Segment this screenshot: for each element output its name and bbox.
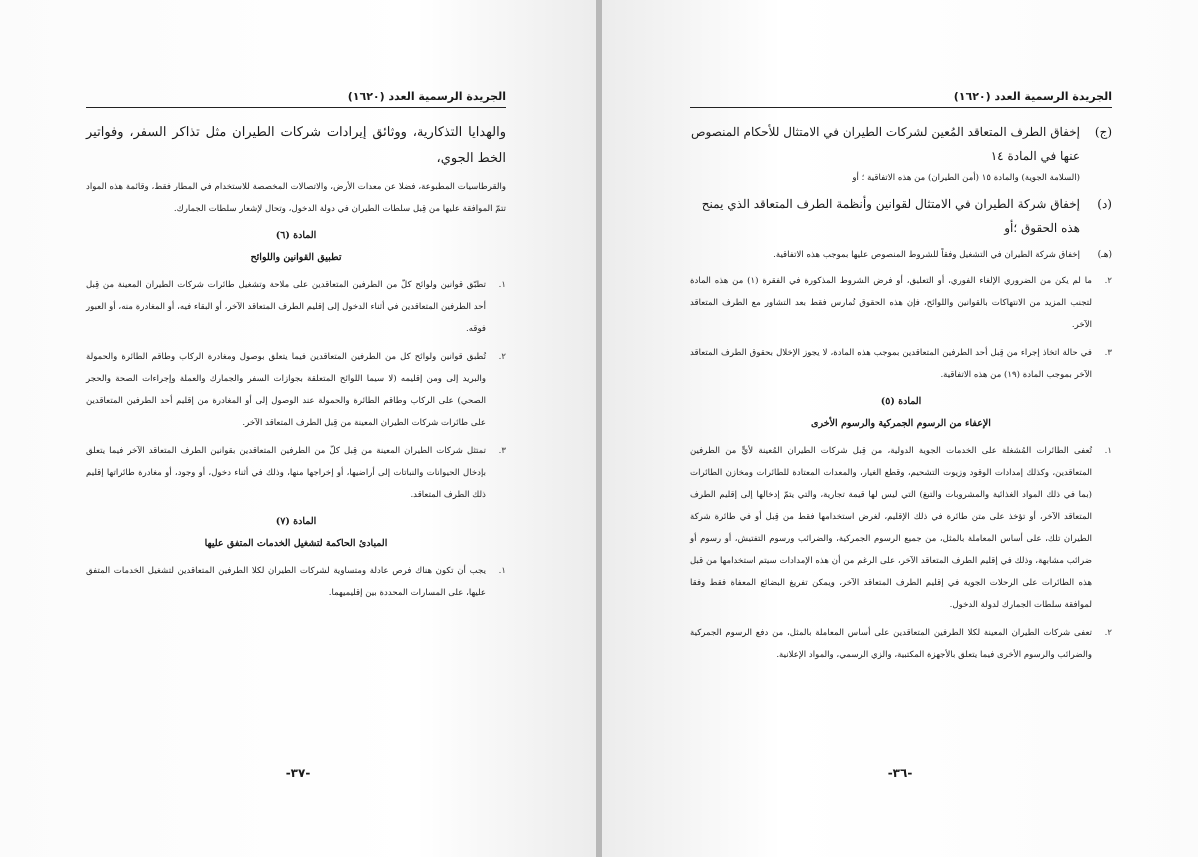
item-text: تعفى شركات الطيران المعينة لكلا الطرفين المتعاقدين على أساس المعاملة بالمثل، من دفع الرسوم الجمركية والضرائب والرسوم الأخرى فيما يتعلق بالأجهزة المكتبية، والزي الرسمي، والمواد الإعلانية.: [690, 628, 1092, 660]
item-number: ١.: [1104, 446, 1112, 456]
item-number: ٣.: [498, 446, 506, 456]
list-item: [690, 440, 1112, 616]
page-number: -٣٦-: [887, 766, 913, 780]
list-item: [690, 622, 1112, 666]
item-text-continued: (السلامة الجوية) والمادة ١٥ (أمن الطيران) من هذه الاتفاقية ؛ أو: [852, 173, 1080, 183]
item-text: تُعفى الطائرات المُشغلة على الخدمات الجوية الدولية، من قِبل شركات الطيران المُعينة لأيٍّ من الطرفين المتعاقدين، وكذلك إمدادات الوقود وزيوت التشحيم، وقطع الغيار، والمعدات المعتادة للطائرات ومخازن الطائرات (بما في ذلك المواد الغذائية والمشروبات والتبغ) التي ليس لها قيمة تجارية، والتي يتمّ إدخالها إلى إقليم الطرف المتعاقد الآخر، أو تؤخذ على متن طائرة في ذلك الإقليم، لغرض استخدامها فقط من قِبل أو في طائرة شركة الطيران تلك، على أساس المعاملة بالمثل، من جميع الرسوم الجمركية، والضرائب ورسوم التفتيش، أو رسوم أو ضرائب مشابهة، وذلك في إقليم الطرف المتعاقد الآخر، على الرغم من أن هذه الإمدادات سيتم استخدامها من قبل هذه الطائرات على الرحلات الجوية في إقليم الطرف المتعاقد الآخر، ويمكن تفريغ البضائع المعفاة فقط وفقا لموافقة سلطات الجمارك لدولة الدخول.: [690, 446, 1092, 610]
item-text: تطبّق قوانين ولوائح كلّ من الطرفين المتعاقدين على ملاحة وتشغيل طائرات شركات الطيران المعينة من قِبل أحد الطرفين المتعاقدين في أثناء الدخول إلى إقليم الطرف المتعاقد الآخر، أو البقاء فيه، أو المغادرة منه، أو العبور فوقه.: [86, 280, 486, 334]
running-head: الجريدة الرسمية العدد (١٦٢٠): [86, 90, 506, 108]
list-item: [86, 274, 506, 340]
item-text: يجب أن تكون هناك فرص عادلة ومتساوية لشركات الطيران لكلا الطرفين المتعاقدين لتشغيل الخدمات المتفق عليها، على المسارات المحددة بين إقليميهما.: [86, 566, 486, 598]
item-text-main: إخفاق الطرف المتعاقد المُعين لشركات الطيران في الامتثال للأحكام المنصوص عنها في المادة ١٤: [691, 125, 1080, 163]
item-letter: (ج): [1094, 125, 1112, 139]
item-number: ٢.: [1104, 628, 1112, 638]
list-item: [690, 120, 1112, 188]
item-text: تمتثل شركات الطيران المعينة من قِبل كلّ من الطرفين المتعاقدين بقوانين الطرف المتعاقد الآخر فيما يتعلق بإدخال الحيوانات والنباتات إلى أراضيها، أو إخراجها منها، وذلك في أثناء دخول، أو وجود، أو مغادرة طائراتها إقليم ذلك الطرف المتعاقد.: [86, 446, 486, 500]
item-text: ما لم يكن من الضروري الإلغاء الفوري، أو التعليق، أو فرض الشروط المذكورة في الفقرة (١) من هذه المادة لتجنب المزيد من الانتهاكات بالقوانين واللوائح، فإن هذه الحقوق تُمارس فقط بعد التشاور مع الطرف المتعاقد الآخر.: [690, 276, 1092, 330]
item-number: ٢.: [1104, 276, 1112, 286]
item-text: إخفاق شركة الطيران في التشغيل وفقاً للشروط المنصوص عليها بموجب هذه الاتفاقية.: [773, 250, 1080, 260]
right-page: [602, 0, 1198, 857]
item-text: في حالة اتخاذ إجراء من قِبل أحد الطرفين المتعاقدين بموجب هذه المادة، لا يجوز الإخلال بحقوق الطرف المتعاقد الآخر بموجب المادة (١٩) من هذه الاتفاقية.: [690, 348, 1092, 380]
item-number: ١.: [498, 566, 506, 576]
item-text: [690, 120, 1080, 188]
right-page-content: [690, 90, 1112, 672]
item-number: ٣.: [1104, 348, 1112, 358]
list-item: [86, 440, 506, 506]
article-5-title: الإعفاء من الرسوم الجمركية والرسوم الأخرى: [811, 418, 991, 429]
list-item: [690, 244, 1112, 266]
list-item: [86, 560, 506, 604]
article-6-number: المادة (٦): [275, 230, 317, 241]
list-item: [690, 270, 1112, 336]
left-page: [0, 0, 596, 857]
article-7-number: المادة (٧): [275, 516, 317, 527]
item-number: ٢.: [498, 352, 506, 362]
article-5-number: المادة (٥): [880, 396, 922, 407]
article-7-title: المبادئ الحاكمة لتشغيل الخدمات المتفق عليها: [204, 538, 388, 549]
item-letter: (هـ): [1097, 250, 1112, 260]
item-number: ١.: [498, 280, 506, 290]
item-letter: (د): [1097, 197, 1112, 211]
page-number: -٣٧-: [285, 766, 311, 780]
item-text: إخفاق شركة الطيران في الامتثال لقوانين وأنظمة الطرف المتعاقد الذي يمنح هذه الحقوق ؛أو: [701, 197, 1080, 235]
article-6-title: تطبيق القوانين واللوائح: [250, 252, 342, 263]
running-head: الجريدة الرسمية العدد (١٦٢٠): [690, 90, 1112, 108]
list-item: [690, 192, 1112, 240]
intro-heading-line: والهدايا التذكارية، ووثائق إيرادات شركات الطيران مثل تذاكر السفر، وفواتير الخط الجوي،: [86, 125, 506, 166]
list-item: [86, 346, 506, 434]
item-text: تُطبق قوانين ولوائح كل من الطرفين المتعاقدين فيما يتعلق بوصول ومغادرة الركاب وطاقم الطائرة والحمولة والبريد إلى ومن إقليمه (لا سيما اللوائح المتعلقة بجوازات السفر والجمارك والعملة وإجراءات الصحة والحجر الصحي) على الركاب وطاقم الطائرة والحمولة عند الوصول إلى أو المغادرة من إقليم أحد الطرفين المتعاقدين على طائرات شركات الطيران المعينة من قِبل الطرف المتعاقد الآخر.: [86, 352, 486, 428]
left-page-content: [86, 90, 506, 610]
intro-paragraph: والقرطاسيات المطبوعة، فضلا عن معدات الأرض، والاتصالات المخصصة للاستخدام في المطار فقط، وقائمة هذه المواد تتمّ الموافقة عليها من قِبل سلطات الطيران في دولة الدخول، وتحال لإشعار سلطات الجمارك.: [86, 182, 506, 214]
list-item: [690, 342, 1112, 386]
